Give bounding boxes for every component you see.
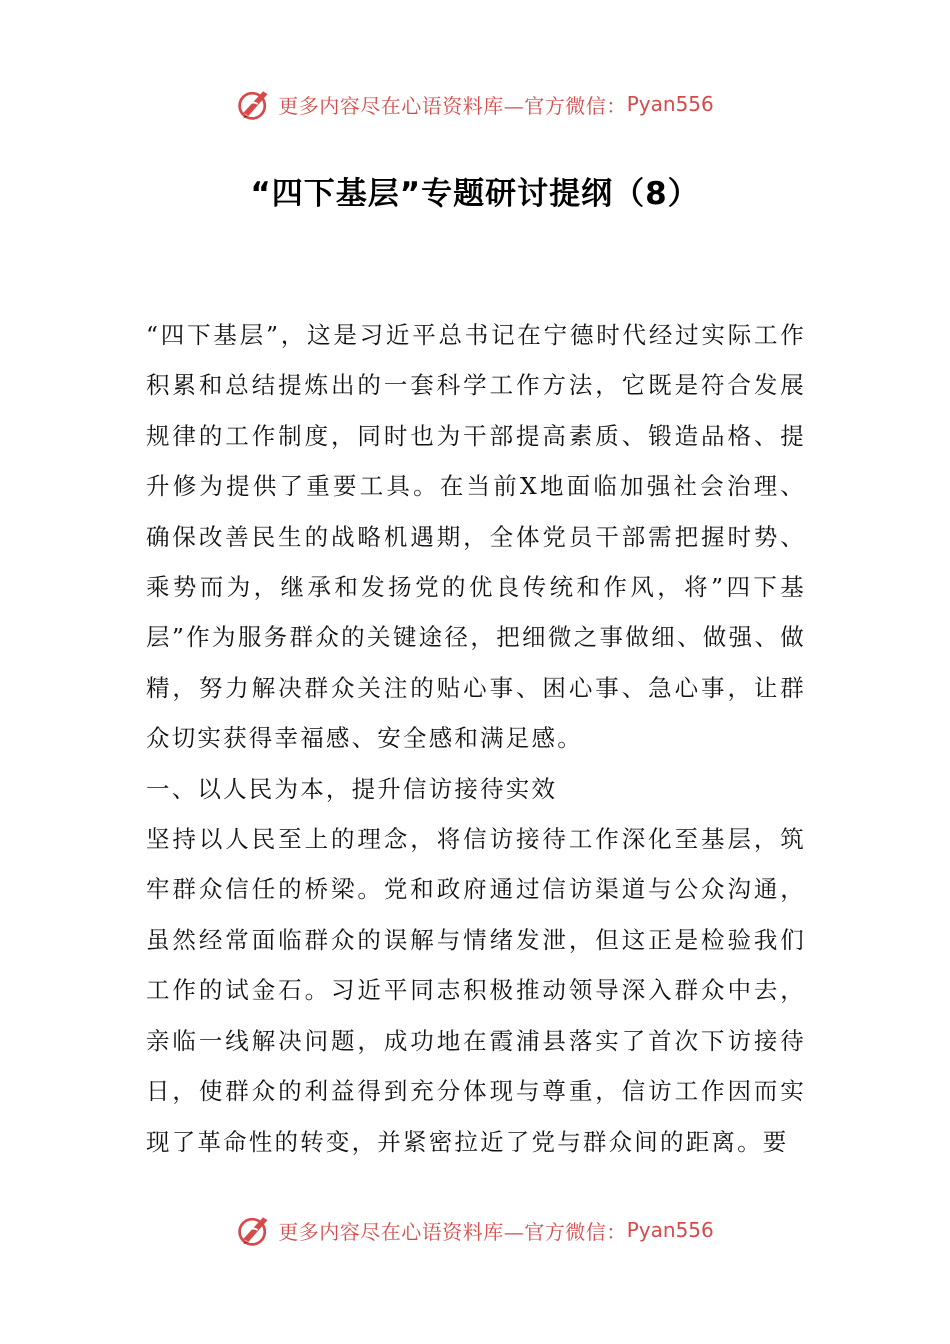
banner-text: 更多内容尽在心语资料库—官方微信： [278,93,627,118]
body-paragraph: 坚持以人民至上的理念，将信访接待工作深化至基层，筑牢群众信任的桥梁。党和政府通过信访渠道与公众沟通，虽然经常面临群众的误解与情绪发泄，但这正是检验我们工作的试金石。习近平同志积极推动领导深入群众中去，亲临一线解决问题，成功地在霞浦县落实了首次下访接待日，使群众的利益得到充分体现与尊重，信访工作因而实现了革命性的转变，并紧密拉近了党与群众间的距离。要 [146,825,806,1156]
pen-logo-icon [236,86,272,122]
pen-logo-icon [236,1212,272,1248]
section-heading: 一、以人民为本，提升信访接待实效 [146,774,558,803]
banner-text: 更多内容尽在心语资料库—官方微信： [278,1219,627,1244]
banner-wechat-id: Pyan556 [626,92,714,116]
header-banner [0,84,950,124]
document-title: “四下基层”专题研讨提纲（8） [250,176,700,212]
body-paragraph: “四下基层”，这是习近平总书记在宁德时代经过实际工作积累和总结提炼出的一套科学工作方法，它既是符合发展规律的工作制度，同时也为干部提高素质、锻造品格、提升修为提供了重要工具。在当前X地面临加强社会治理、确保改善民生的战略机遇期，全体党员干部需把握时势、乘势而为，继承和发扬党的优良传统和作风，将”四下基层”作为服务群众的关键途径，把细微之事做细、做强、做精，努力解决群众关注的贴心事、困心事、急心事，让群众切实获得幸福感、安全感和满足感。 [146,321,806,753]
banner-wechat-id: Pyan556 [626,1218,714,1242]
document-body [146,310,806,1167]
footer-banner [0,1210,950,1250]
